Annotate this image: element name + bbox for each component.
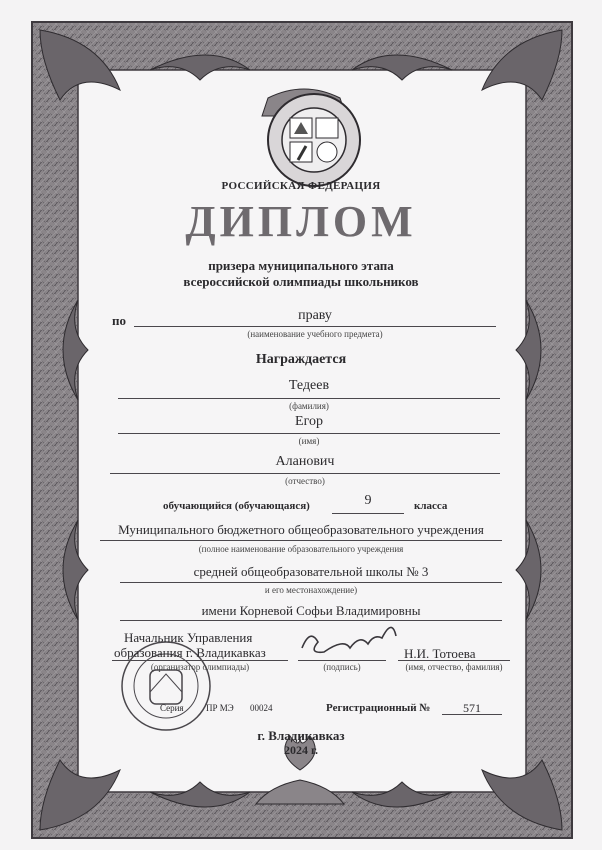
- registration-label: Регистрационный №: [326, 702, 431, 714]
- school-line2: средней общеобразовательной школы № 3: [193, 564, 429, 579]
- school-line3: имени Корневой Софьи Владимировны: [201, 603, 421, 618]
- subject-prefix: по: [112, 313, 126, 328]
- surname-caption: (фамилия): [289, 401, 329, 411]
- subtitle-line1: призера муниципального этапа: [208, 258, 394, 273]
- signer-name: Н.И. Тотоева: [404, 646, 476, 661]
- grade-suffix: класса: [414, 500, 448, 512]
- awarded-label: Награждается: [255, 352, 347, 367]
- city-label: г. Владикавказ: [257, 728, 345, 743]
- year-suffix: г.: [310, 743, 319, 757]
- grade-label: обучающийся (обучающаяся): [163, 500, 310, 512]
- school-caption2: и его местонахождение): [264, 585, 358, 595]
- subject-caption: (наименование учебного предмета): [247, 329, 383, 339]
- patronymic-value: Аланович: [275, 454, 335, 469]
- school-line1: Муниципального бюджетного общеобразовательного учреждения: [118, 522, 484, 537]
- position-line1: Начальник Управления: [124, 630, 253, 645]
- serial-label: Серия: [160, 703, 184, 713]
- sign-caption: (подпись): [323, 662, 361, 672]
- name-caption: (имя): [298, 436, 320, 446]
- registration-value: 571: [463, 701, 481, 715]
- surname-value: Тедеев: [288, 378, 330, 393]
- serial-number: 00024: [250, 703, 273, 713]
- year-value: 2024: [283, 743, 308, 757]
- subtitle-line2: всероссийской олимпиады школьников: [183, 274, 419, 289]
- position-line2: образования г. Владикавказ: [114, 645, 266, 660]
- grade-value: 9: [364, 493, 372, 508]
- serial-series: ПР МЭ: [206, 703, 234, 713]
- patronymic-caption: (отчество): [285, 476, 325, 486]
- name-value: Егор: [295, 414, 323, 429]
- school-caption1: (полное наименование образовательного учреждения: [198, 544, 404, 554]
- year-label: [0, 743, 602, 758]
- signer-name-caption: (имя, отчество, фамилия): [405, 662, 503, 672]
- country-label: РОССИЙСКАЯ ФЕДЕРАЦИЯ: [221, 180, 381, 192]
- position-caption: (организатор олимпиады): [150, 662, 250, 672]
- diploma-title: ДИПЛОМ: [185, 197, 417, 246]
- subject-value: праву: [298, 308, 332, 323]
